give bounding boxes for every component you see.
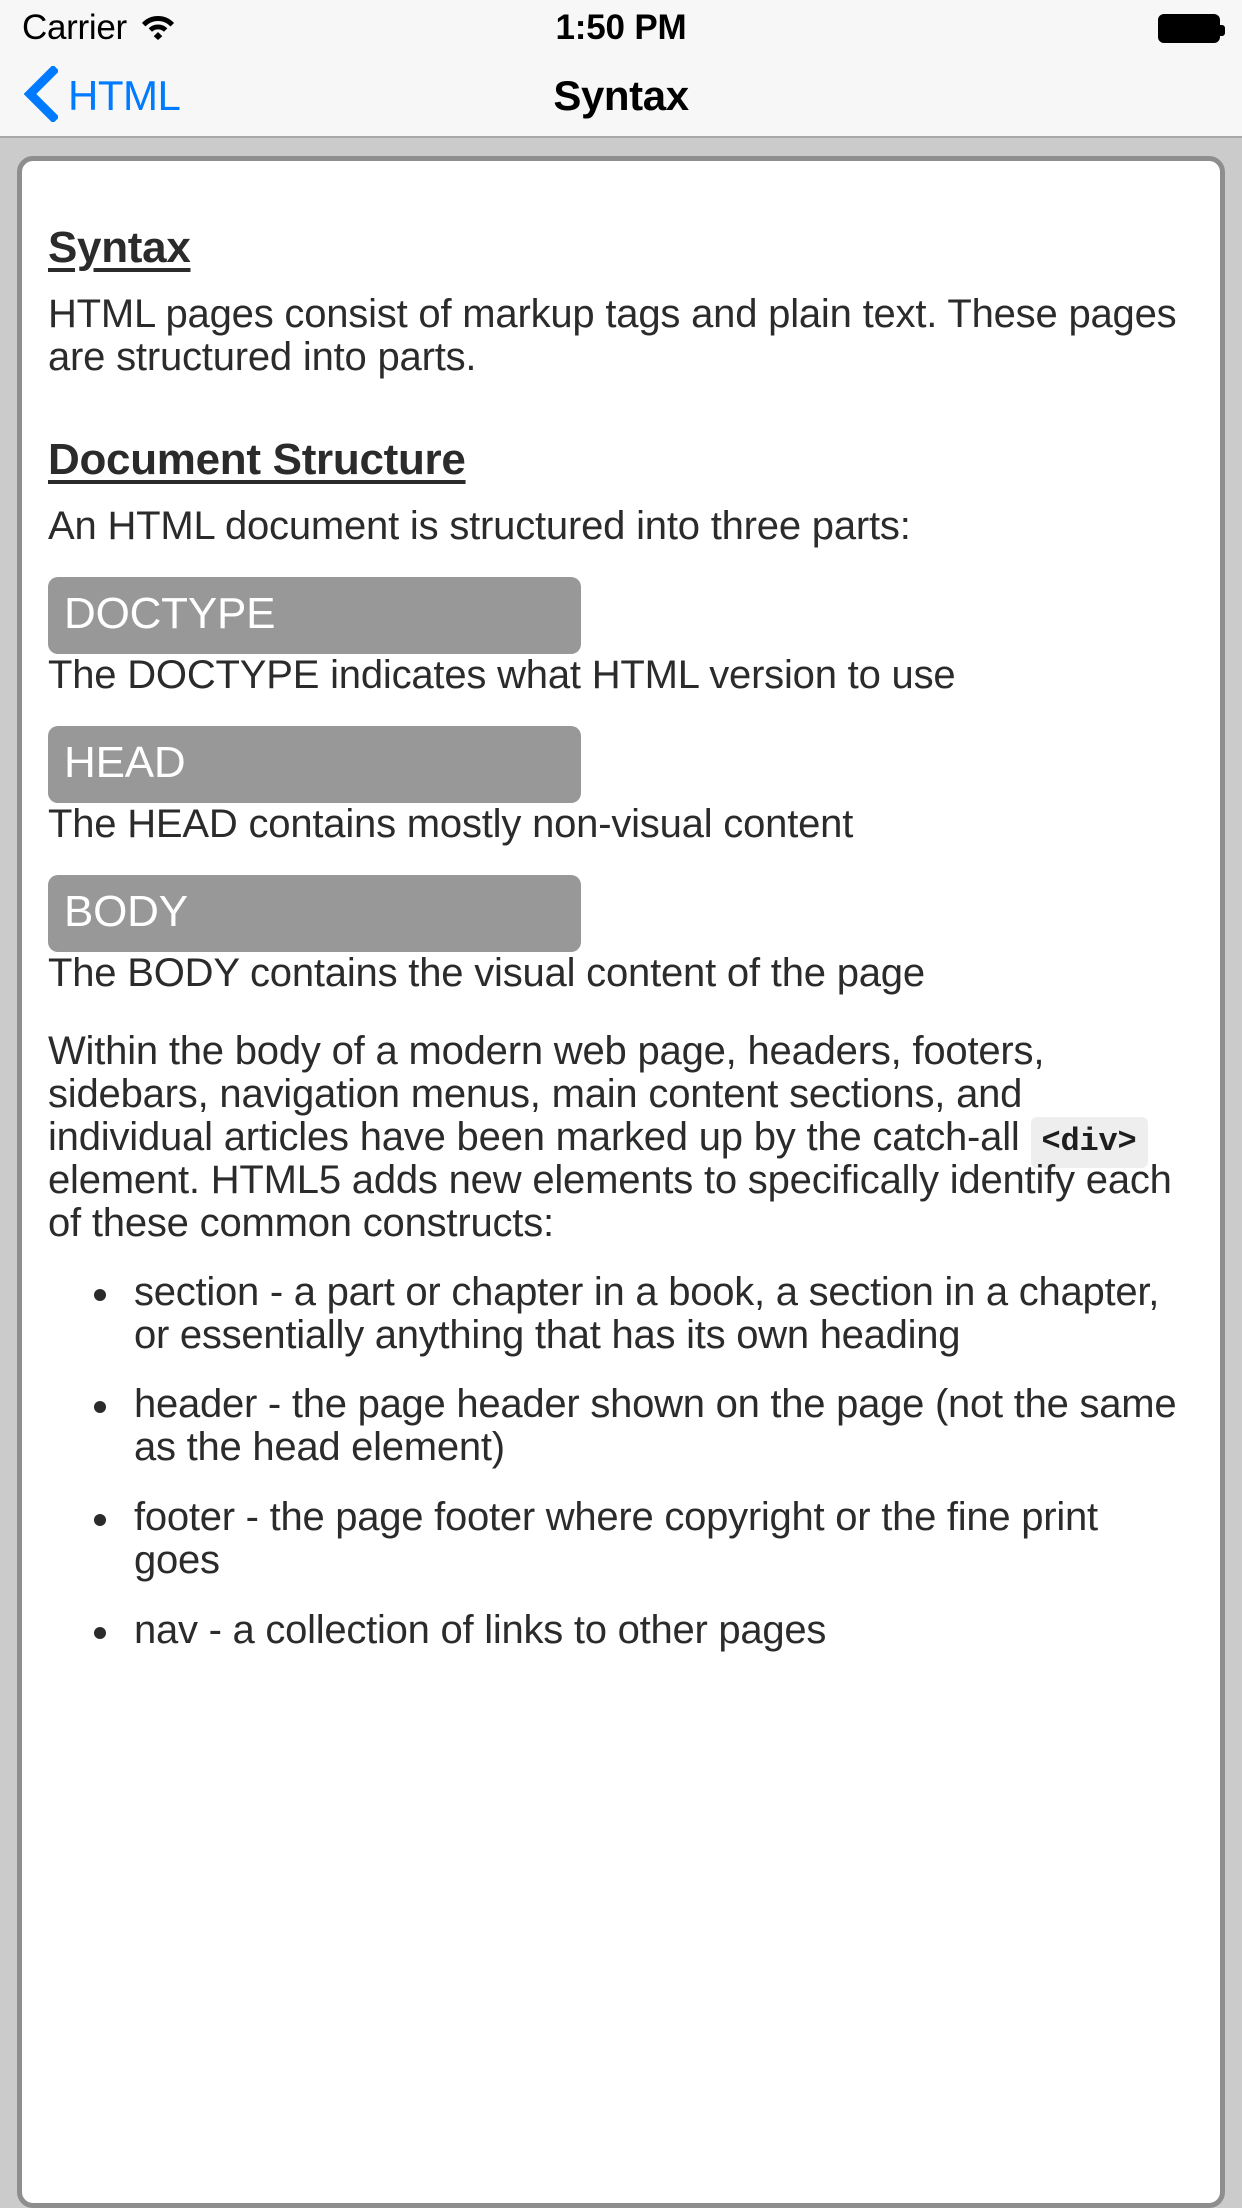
status-bar-left [22, 8, 175, 48]
status-bar [0, 0, 1242, 56]
document-body [48, 223, 1194, 1651]
section-heading-syntax: Syntax [48, 223, 191, 272]
tag-box-body: BODY [48, 875, 581, 951]
paragraph-html5-elements [48, 1030, 1194, 1244]
tag-box-doctype: DOCTYPE [48, 577, 581, 653]
section-heading-document-structure: Document Structure [48, 434, 466, 484]
tag-caption-body: The BODY contains the visual content of the page [48, 950, 925, 995]
tag-caption-head: The HEAD contains mostly non-visual content [48, 801, 854, 846]
tag-caption-doctype: The DOCTYPE indicates what HTML version to use [48, 652, 956, 697]
page-area [0, 138, 1242, 2208]
list-item: section - a part or chapter in a book, a section in a chapter, or essentially anything that has its own heading [134, 1271, 1194, 1357]
status-bar-time: 1:50 PM [555, 8, 687, 47]
paragraph-text-before-code: Within the body of a modern web page, headers, footers, sidebars, navigation menus, main content sections, and individual articles have been marked up by the catch-all [48, 1029, 1045, 1159]
list-item: nav - a collection of links to other pages [134, 1609, 1194, 1652]
list-item: header - the page header shown on the page (not the same as the head element) [134, 1383, 1194, 1469]
list-item: footer - the page footer where copyright or the fine print goes [134, 1496, 1194, 1582]
paragraph-syntax-intro: HTML pages consist of markup tags and plain text. These pages are structured into parts. [48, 292, 1177, 379]
tag-box-head: HEAD [48, 726, 581, 802]
carrier-label: Carrier [22, 8, 127, 47]
chevron-left-icon [24, 66, 58, 127]
paragraph-text-after-code: element. HTML5 adds new elements to specifically identify each of these common constructs: [48, 1158, 1172, 1245]
inline-code-div: <div> [1031, 1117, 1148, 1168]
back-button[interactable] [0, 66, 180, 127]
paragraph-document-structure-intro: An HTML document is structured into three parts: [48, 503, 911, 548]
elements-list [48, 1271, 1194, 1652]
wifi-icon [141, 12, 175, 45]
battery-full-icon [1158, 14, 1220, 43]
navigation-bar [0, 56, 1242, 138]
content-card[interactable] [17, 156, 1225, 2208]
back-button-label: HTML [68, 72, 181, 119]
page-title: Syntax [553, 72, 689, 119]
status-bar-right [1158, 14, 1220, 43]
